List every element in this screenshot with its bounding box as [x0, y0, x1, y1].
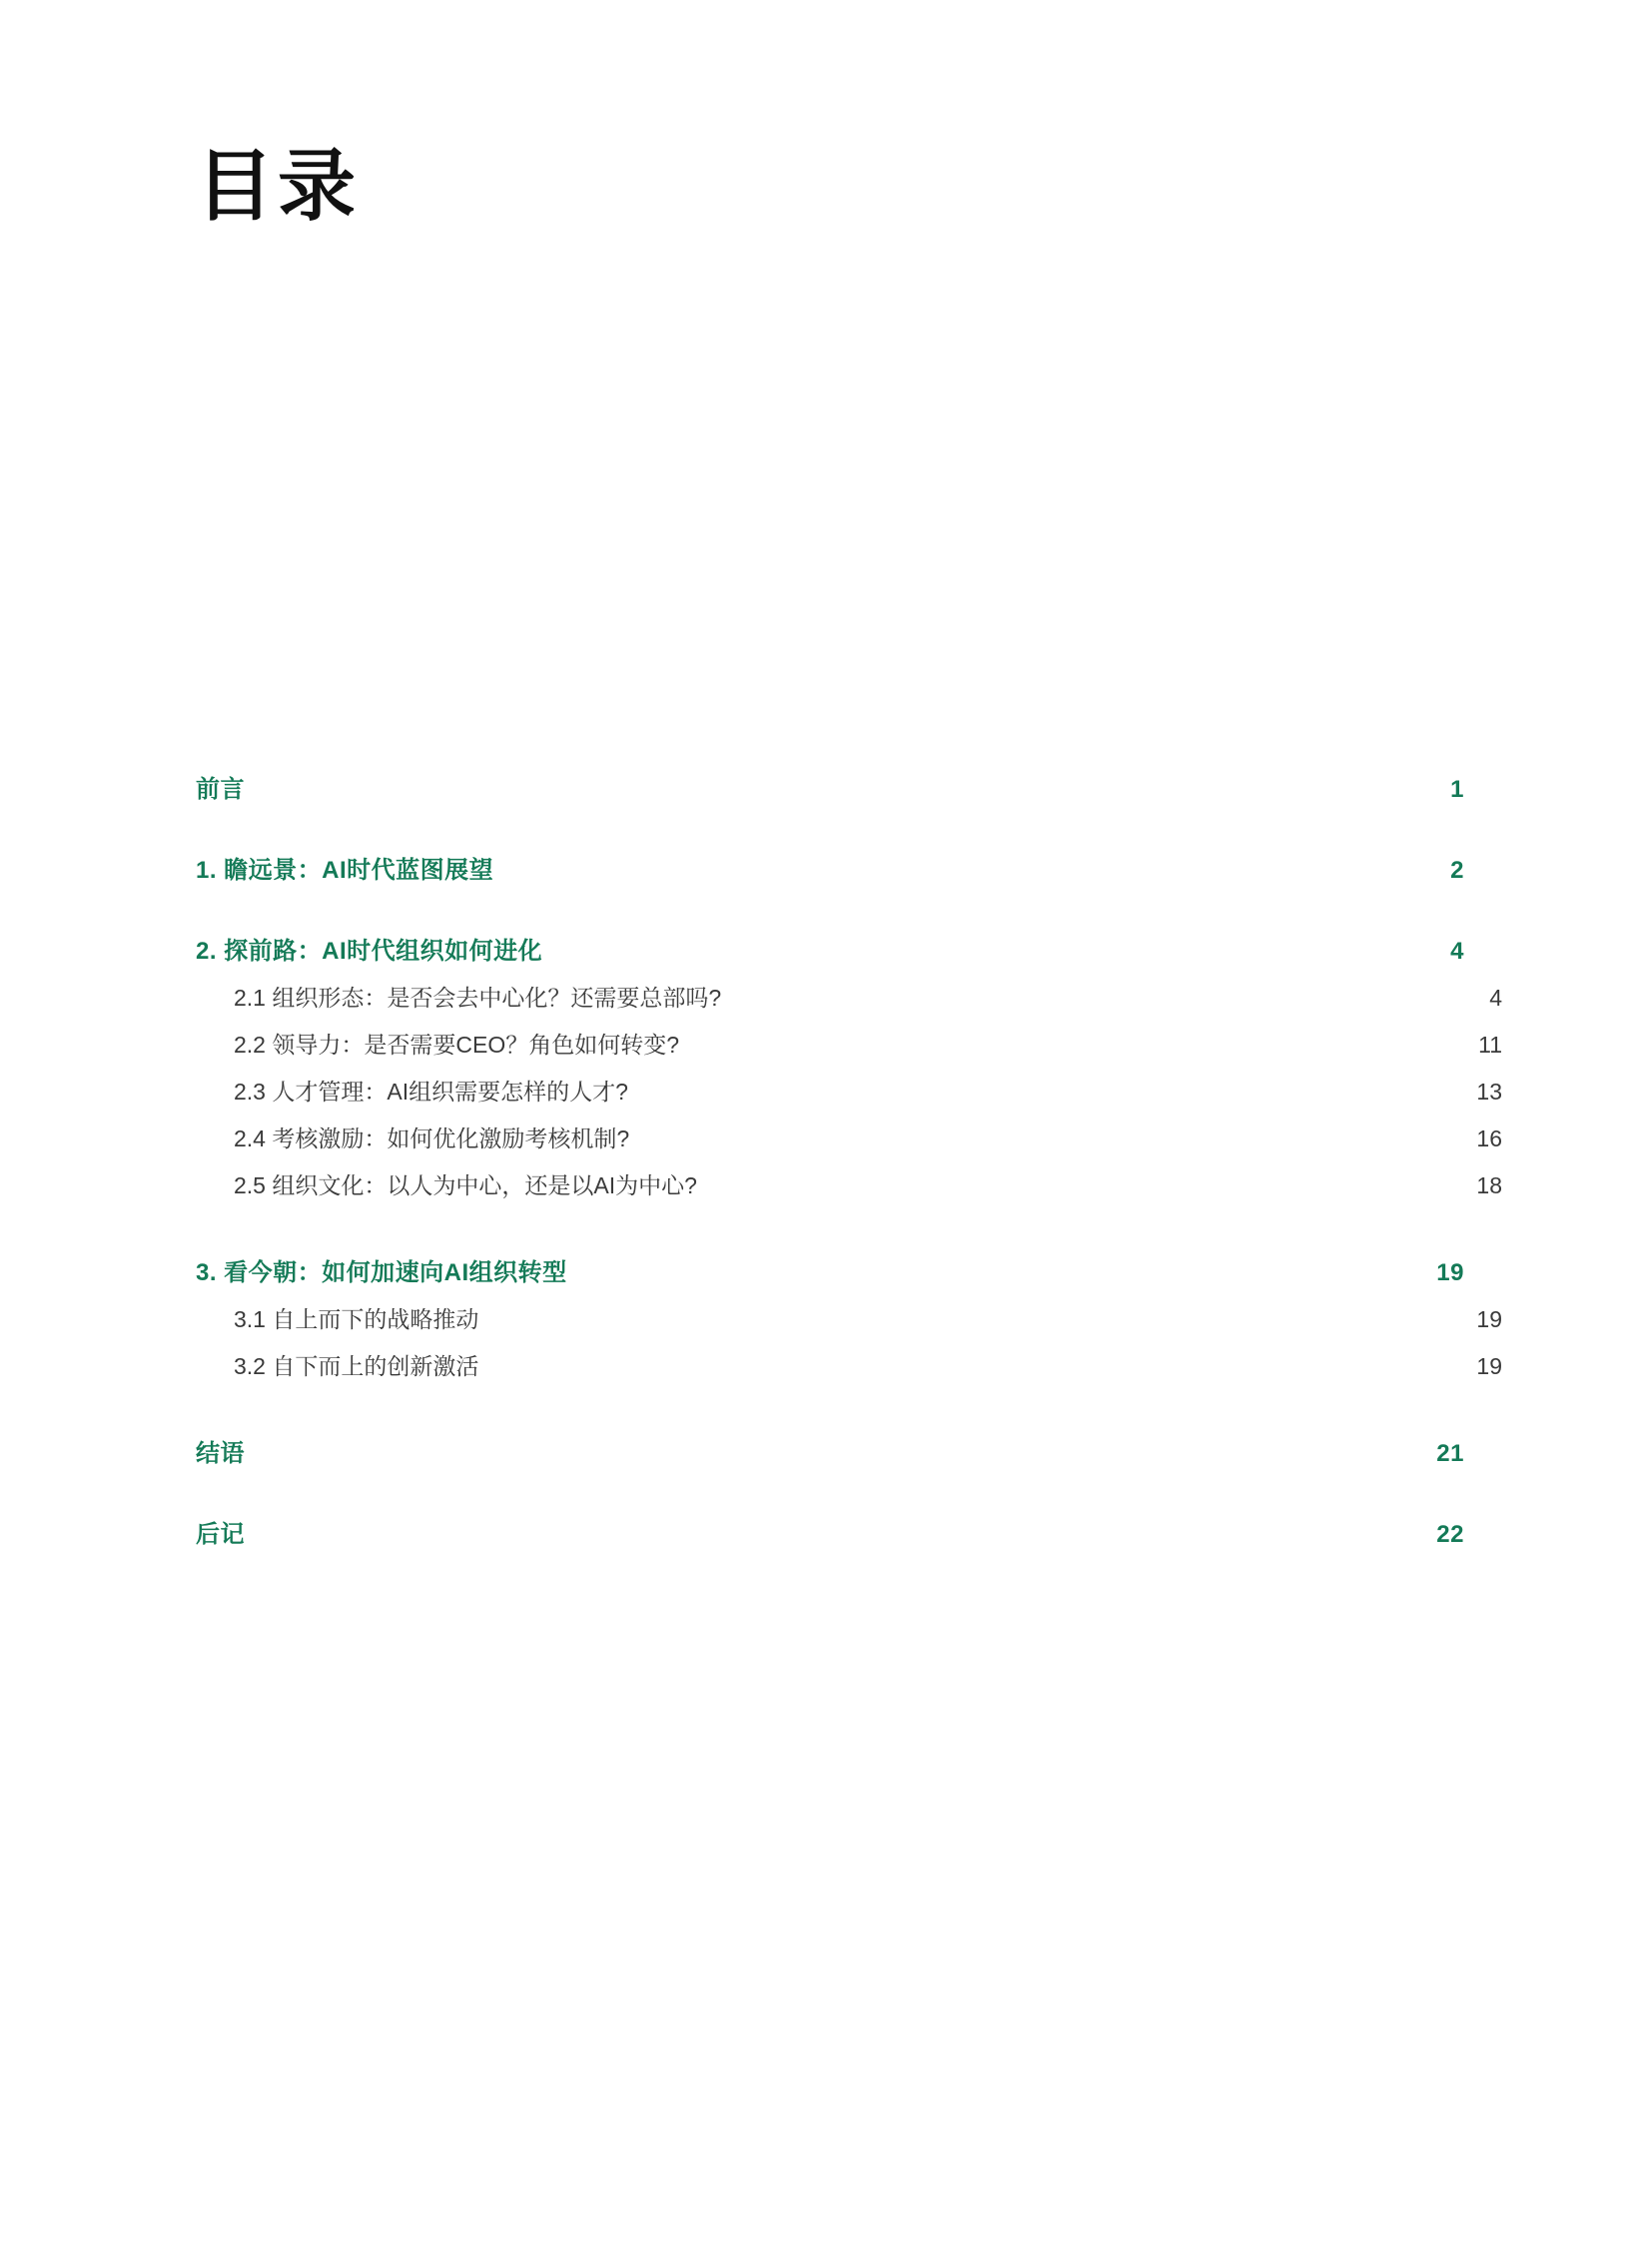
- toc-entry-section-2-5[interactable]: [196, 1167, 1502, 1200]
- toc-entry-preface[interactable]: [196, 769, 1464, 804]
- spacer: [196, 1287, 1464, 1301]
- toc-entry-conclusion[interactable]: [196, 1433, 1464, 1468]
- toc-entry-section-2-1[interactable]: [196, 980, 1502, 1013]
- spacer: [196, 1153, 1464, 1167]
- spacer: [196, 804, 1464, 850]
- toc-entry-page: 4: [1489, 985, 1502, 1011]
- toc-entry-page: 2: [1450, 857, 1464, 884]
- toc-entry-label: 3.2 自下而上的创新激活: [234, 1353, 479, 1379]
- toc-entry-section-3-2[interactable]: [196, 1348, 1502, 1381]
- toc-entry-page: 11: [1478, 1032, 1502, 1058]
- toc-entry-page: 22: [1436, 1521, 1464, 1548]
- toc-entry-page: 16: [1476, 1125, 1502, 1151]
- toc-entry-label: 2.5 组织文化：以人为中心，还是以AI为中心?: [234, 1172, 697, 1198]
- spacer: [196, 1107, 1464, 1120]
- spacer: [196, 1200, 1464, 1252]
- toc-entry-page: 21: [1436, 1440, 1464, 1467]
- spacer: [196, 1013, 1464, 1027]
- toc-entry-label: 3. 看今朝：如何加速向AI组织转型: [196, 1259, 567, 1286]
- toc-entry-label: 2.2 领导力：是否需要CEO？角色如何转变?: [234, 1032, 679, 1058]
- table-of-contents: [196, 769, 1502, 1549]
- page-title: 目录: [196, 143, 361, 230]
- toc-entry-page: 19: [1476, 1306, 1502, 1332]
- toc-entry-chapter-1[interactable]: [196, 850, 1464, 885]
- spacer: [196, 1468, 1464, 1514]
- toc-entry-page: 13: [1476, 1079, 1502, 1105]
- toc-entry-label: 前言: [196, 776, 245, 803]
- toc-entry-page: 19: [1436, 1259, 1464, 1286]
- toc-entry-page: 4: [1450, 938, 1464, 965]
- toc-entry-section-2-3[interactable]: [196, 1074, 1502, 1107]
- spacer: [196, 885, 1464, 931]
- toc-entry-label: 2.1 组织形态：是否会去中心化？还需要总部吗?: [234, 985, 722, 1011]
- toc-entry-section-3-1[interactable]: [196, 1301, 1502, 1334]
- toc-entry-label: 2. 探前路：AI时代组织如何进化: [196, 938, 543, 965]
- toc-entry-section-2-2[interactable]: [196, 1027, 1502, 1060]
- toc-entry-label: 2.3 人才管理：AI组织需要怎样的人才?: [234, 1079, 628, 1105]
- spacer: [196, 1334, 1464, 1348]
- spacer: [196, 966, 1464, 980]
- spacer: [196, 1060, 1464, 1074]
- toc-entry-section-2-4[interactable]: [196, 1120, 1502, 1153]
- toc-entry-page: 19: [1476, 1353, 1502, 1379]
- toc-entry-chapter-2[interactable]: [196, 931, 1464, 966]
- toc-entry-page: 18: [1476, 1172, 1502, 1198]
- toc-entry-label: 1. 瞻远景：AI时代蓝图展望: [196, 857, 494, 884]
- toc-entry-afterword[interactable]: [196, 1514, 1464, 1549]
- toc-entry-label: 3.1 自上而下的战略推动: [234, 1306, 479, 1332]
- spacer: [196, 1381, 1464, 1433]
- toc-entry-page: 1: [1450, 776, 1464, 803]
- toc-entry-chapter-3[interactable]: [196, 1252, 1464, 1287]
- toc-entry-label: 结语: [196, 1440, 245, 1467]
- toc-entry-label: 2.4 考核激励：如何优化激励考核机制?: [234, 1125, 630, 1151]
- toc-entry-label: 后记: [196, 1521, 245, 1548]
